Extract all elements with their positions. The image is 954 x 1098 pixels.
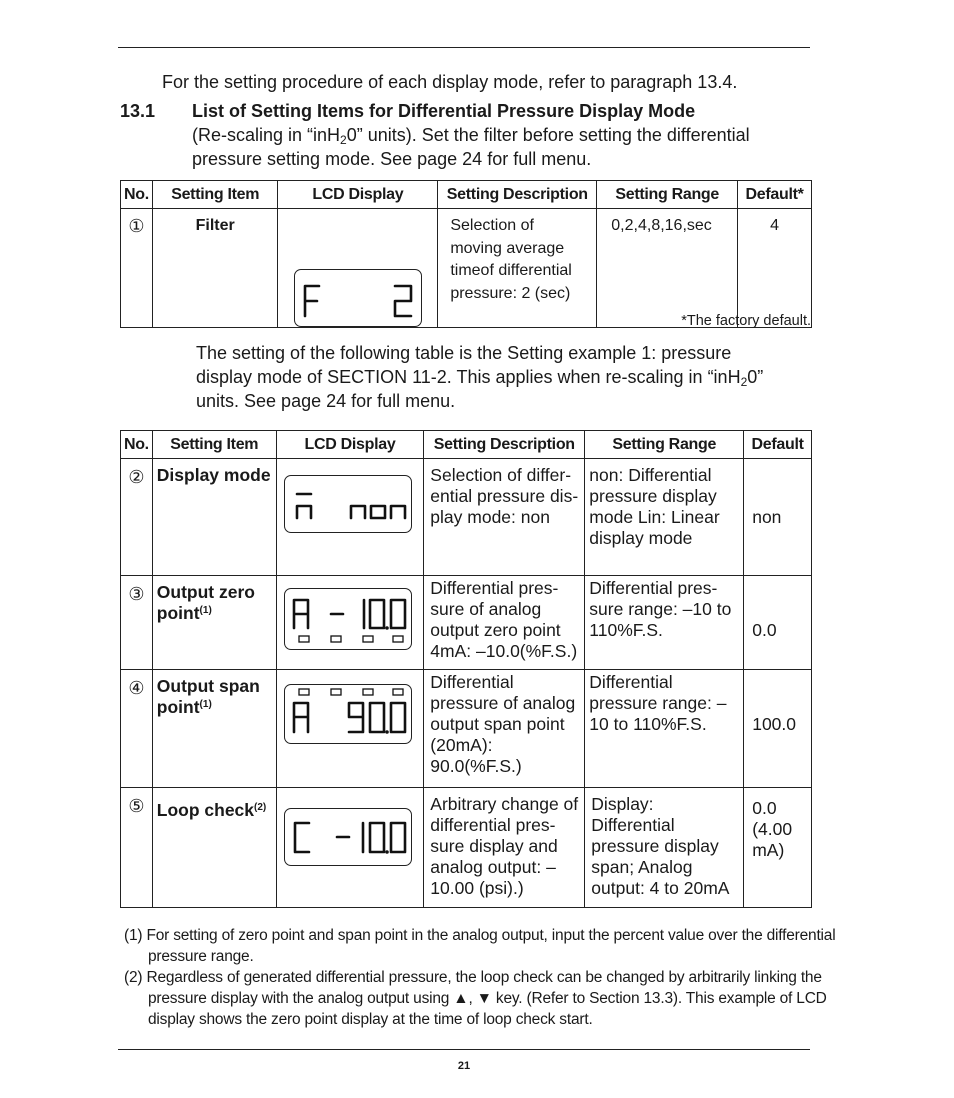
table-row — [121, 459, 812, 576]
section-number: 13.1 — [120, 101, 156, 121]
section-description: (Re-scaling in “inH$_2$0” units). Set the filter before setting the differential pressure setting mode. See page 24 for full menu. — [192, 125, 750, 169]
lcd-display-filter — [294, 269, 422, 327]
setting-range: Display: Differential pressure display span; Analog output: 4 to 20mA — [591, 794, 730, 898]
setting-item: Output zero point — [156, 582, 255, 623]
table-row: ④ Output span point$^{(1)}$ Differential pressure of analog output span point (20mA): 90.0(%F.S.) Differential pressure range: –10 to 110%F.S. 100.0 — [121, 670, 812, 788]
setting-range: 0,2,4,8,16,sec — [611, 217, 712, 234]
row-number: ⑤ — [128, 796, 145, 816]
header-no: No. — [121, 431, 153, 459]
header-setting-item: Setting Item — [152, 431, 276, 459]
setting-description: Differential pressure of analog output span point (20mA): 90.0(%F.S.) — [430, 672, 576, 776]
lcd-output-zero — [284, 588, 412, 650]
default-value: 100.0 — [752, 714, 797, 734]
factory-default-note: *The factory default. — [681, 313, 811, 329]
setting-item: Display mode — [156, 465, 271, 485]
header-setting-range: Setting Range — [597, 181, 738, 209]
setting-example-text: The setting of the following table is the Setting example 1: pressure display mode of SECTION 11-2. This applies when re-scaling in “inH$_2$0” units. See page 24 for full menu. — [196, 343, 764, 411]
table-header-row — [121, 181, 812, 209]
footnote-1: (1) For setting of zero point and span point in the analog output, input the percent value over the differential pressure range. — [124, 927, 836, 965]
header-setting-range: Setting Range — [585, 431, 744, 459]
setting-description: Arbitrary change of differential pres- sure display and analog output: –10.00 (psi).) — [430, 794, 579, 898]
header-setting-description: Setting Description — [438, 181, 597, 209]
page-number: 21 — [457, 1060, 471, 1072]
default-value: 0.0 (4.00 mA) — [752, 798, 793, 860]
row-number: ③ — [128, 584, 145, 604]
table-row: ⑤ Loop check$^{(2)}$ Arbitrary change of differential pres- sure display and analog output: –10.00 (psi).) Display: Differential pressure display span; Analog output: 4 to 20mA 0.0 (4.00 mA) — [121, 788, 812, 908]
setting-item: Loop check — [156, 800, 255, 820]
table-row: ③ Output zero point$^{(1)}$ Differential pres- sure of analog output zero point 4mA: –10.0(%F.S.) Differential pres- sure range: –10 to 110%F.S. 0.0 — [121, 576, 812, 670]
header-setting-item: Setting Item — [152, 181, 277, 209]
row-number: ① — [128, 216, 145, 236]
header-default: Default — [744, 431, 812, 459]
lcd-loop-check — [284, 808, 412, 866]
default-value: 4 — [770, 217, 779, 234]
setting-description: Selection of moving average timeof differential pressure: 2 (sec) — [450, 217, 572, 302]
bottom-rule — [118, 1049, 810, 1050]
header-setting-description: Setting Description — [424, 431, 585, 459]
row-number: ② — [128, 467, 145, 487]
lcd-display-mode — [284, 475, 412, 533]
footnote-2: (2) Regardless of generated differential pressure, the loop check can be changed by arbitrarily linking the pressure display with the analog output using ▲, ▼ key. (Refer to Section 13.3). This example of LCD display shows the zero point display at the time of loop check start. — [124, 969, 827, 1028]
lcd-output-span — [284, 684, 412, 744]
header-lcd-display: LCD Display — [276, 431, 424, 459]
top-rule — [118, 47, 810, 48]
setting-item: Output span point — [156, 676, 260, 717]
header-lcd-display: LCD Display — [278, 181, 438, 209]
setting-range: Differential pressure range: –10 to 110%F.S. — [589, 672, 727, 734]
setting-item: Filter — [195, 217, 235, 234]
default-value: 0.0 — [752, 620, 777, 640]
default-value: non — [752, 507, 782, 527]
setting-range: non: Differential pressure display mode Lin: Linear display mode — [589, 465, 720, 548]
row-number: ④ — [128, 678, 145, 698]
header-no: No. — [121, 181, 153, 209]
setting-description: Selection of differ- ential pressure dis- play mode: non — [430, 465, 579, 527]
display-mode-table — [120, 430, 812, 908]
setting-description: Differential pres- sure of analog output zero point 4mA: –10.0(%F.S.) — [430, 578, 578, 661]
table-row — [121, 209, 812, 328]
setting-range: Differential pres- sure range: –10 to 110%F.S. — [589, 578, 732, 640]
filter-table — [120, 180, 812, 328]
table-header-row — [121, 431, 812, 459]
intro-text: For the setting procedure of each display mode, refer to paragraph 13.4. — [162, 72, 738, 92]
header-default: Default* — [738, 181, 812, 209]
section-title: List of Setting Items for Differential Pressure Display Mode — [192, 101, 696, 121]
